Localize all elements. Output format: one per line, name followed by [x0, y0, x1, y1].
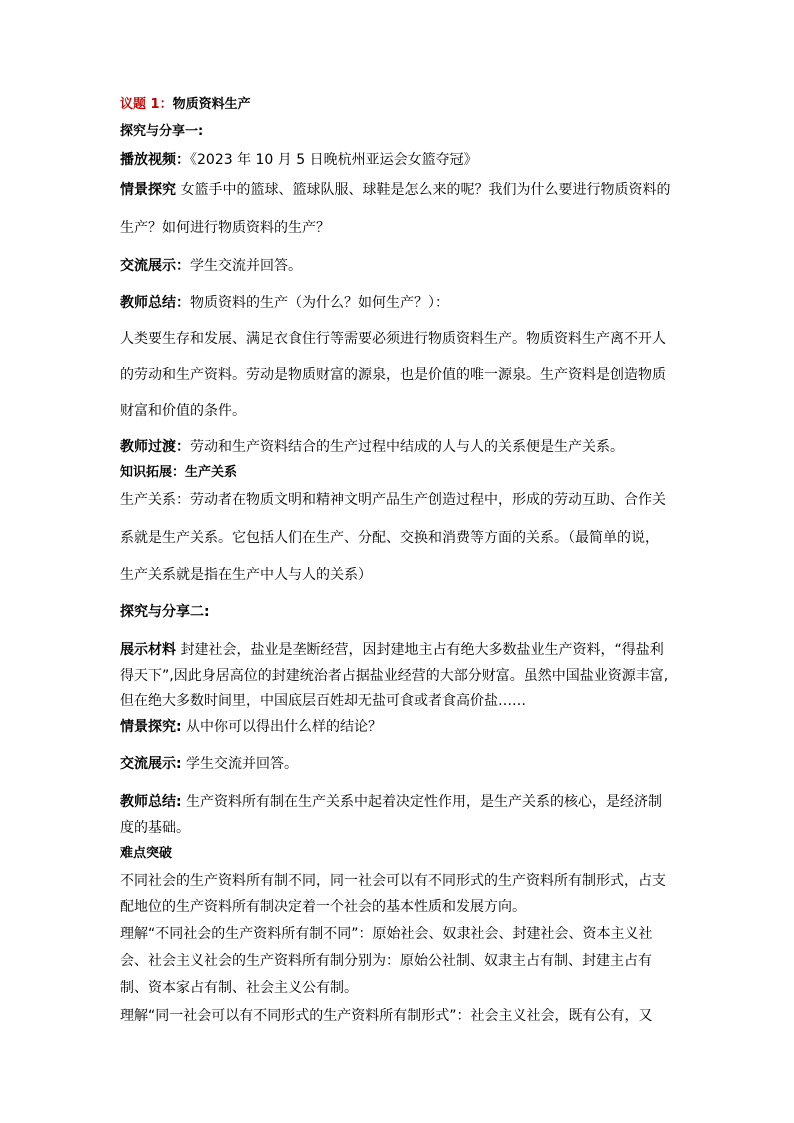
scene2-line: 情景探究: 从中你可以得出什么样的结论？	[120, 719, 383, 735]
extension-heading	[120, 464, 680, 482]
paragraph-line: 人类要生存和发展、满足衣食住行等需要必须进行物质资料生产。物质资料生产离不开人	[120, 331, 666, 347]
relation-line: 系就是生产关系。它包括人们在生产、分配、交换和消费等方面的关系。（最简单的说，	[120, 530, 659, 546]
topic-title: 物质资料生产	[172, 97, 251, 112]
difficulty-line: 理解“不同社会的生产资料所有制不同”：原始社会、奴隶社会、封建社会、资本主义社	[120, 926, 653, 942]
summary2-line-2: 度的基础。	[120, 820, 190, 836]
difficulty-line: 制、资本家占有制、社会主义公有制。	[120, 980, 358, 996]
video-line	[120, 151, 680, 169]
scene-label: 情景探究	[120, 182, 176, 198]
video-label: 播放视频：	[120, 152, 190, 168]
topic-label: 议题 1：	[120, 97, 173, 112]
paragraph-line: 财富和价值的条件。	[120, 403, 246, 419]
exchange2-label: 交流展示:	[120, 756, 182, 772]
exchange-line: 交流展示：学生交流并回答。	[120, 258, 302, 274]
section1-heading: 探究与分享一:	[120, 124, 204, 139]
extension-label: 知识拓展：	[120, 465, 186, 480]
material-line-1: 展示材料 封建社会，盐业是垄断经营，因封建地主占有绝大多数盐业生产资料，“得盐利	[120, 642, 664, 658]
difficulty-line: 理解“同一社会可以有不同形式的生产资料所有制形式”：社会主义社会，既有公有，又	[120, 1008, 653, 1024]
summary2-line-1: 教师总结: 生产资料所有制在生产关系中起着决定性作用，是生产关系的核心，是经济制	[120, 794, 663, 810]
difficulty-line: 不同社会的生产资料所有制不同，同一社会可以有不同形式的生产资料所有制形式，占支	[120, 873, 666, 889]
paragraph-line: 的劳动和生产资料。劳动是物质财富的源泉，也是价值的唯一源泉。生产资料是创造物质	[120, 367, 666, 383]
scene-line-2: 生产？如何进行物质资料的生产？	[120, 220, 330, 236]
exchange-label: 交流展示：	[120, 258, 190, 274]
transition-label: 教师过渡：	[120, 439, 190, 455]
extension-title: 生产关系	[185, 465, 238, 480]
summary-line: 教师总结：物质资料的生产（为什么？如何生产？）：	[120, 295, 449, 311]
summary-label: 教师总结：	[120, 295, 190, 311]
material-line-2: 得天下”,因此身居高位的封建统治者占据盐业经营的大部分财富。虽然中国盐业资源丰富,	[120, 668, 669, 684]
scene2-label: 情景探究:	[120, 719, 182, 735]
topic-heading	[120, 96, 680, 114]
relation-line: 生产关系：劳动者在物质文明和精神文明产品生产创造过程中，形成的劳动互助、合作关	[120, 492, 666, 508]
difficulty-line: 配地位的生产资料所有制决定着一个社会的基本性质和发展方向。	[120, 899, 526, 915]
difficulty-heading: 难点突破	[120, 846, 173, 861]
summary2-label: 教师总结:	[120, 794, 182, 810]
transition-line: 教师过渡：劳动和生产资料结合的生产过程中结成的人与人的关系便是生产关系。	[120, 439, 624, 455]
exchange2-line: 交流展示: 学生交流并回答。	[120, 756, 299, 772]
difficulty-line: 会、社会主义社会的生产资料所有制分别为：原始公社制、奴隶主占有制、封建主占有	[120, 953, 652, 969]
relation-line: 生产关系就是指在生产中人与人的关系）	[120, 567, 372, 583]
scene-line-1: 情景探究 女篮手中的篮球、篮球队服、球鞋是怎么来的呢？我们为什么要进行物质资料的	[120, 182, 671, 198]
video-text: 《2023 年 10 月 5 日晚杭州亚运会女篮夺冠》	[190, 152, 478, 168]
material-label: 展示材料	[120, 642, 176, 658]
material-line-3: 但在绝大多数时间里，中国底层百姓却无盐可食或者食高价盐……	[120, 693, 526, 709]
section2-heading: 探究与分享二:	[120, 604, 210, 620]
